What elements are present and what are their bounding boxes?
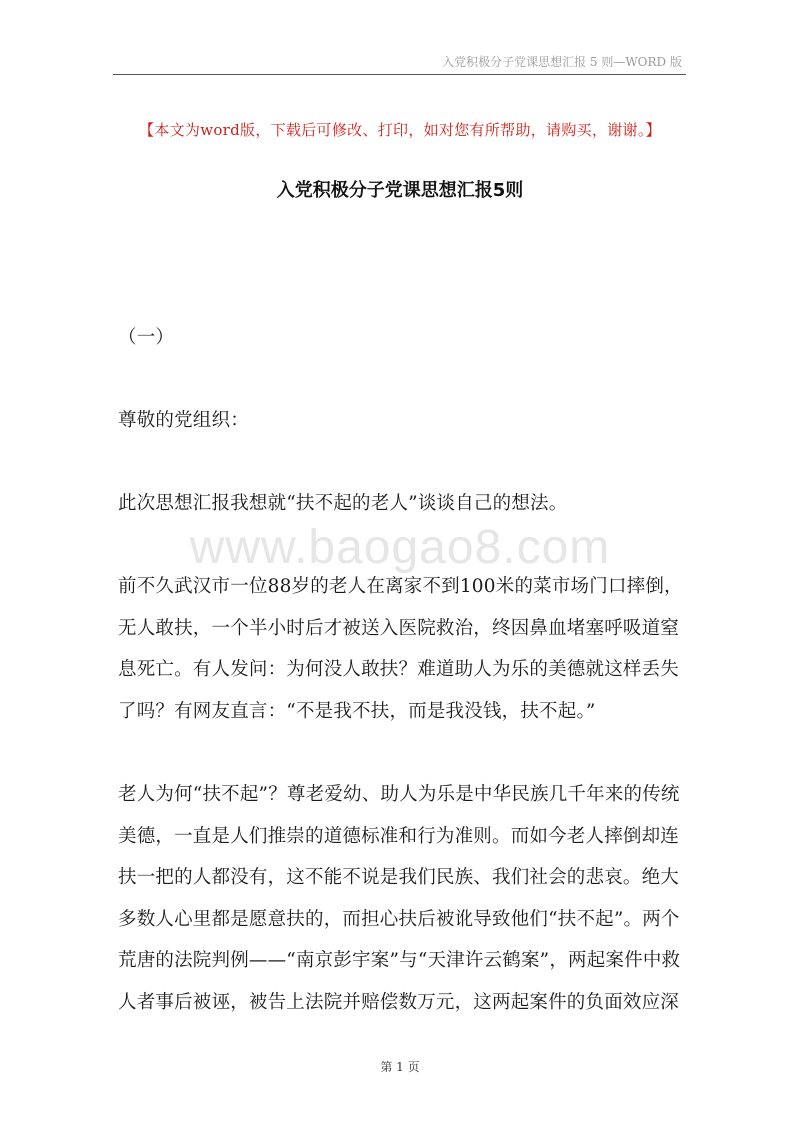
purchase-notice: 【本文为word版，下载后可修改、打印，如对您有所帮助，请购买，谢谢。】 (139, 121, 661, 139)
salutation-text: 尊敬的党组织： (118, 410, 249, 431)
section-label-text: （一） (118, 327, 175, 348)
paragraph-line: 美德，一直是人们推崇的道德标准和行为准则。而如今老人摔倒却连 (118, 825, 680, 847)
paragraph-line: 荒唐的法院判例——“南京彭宇案”与“天津许云鹤案”，两起案件中救 (118, 950, 681, 971)
page-number: 第 1 页 (380, 1060, 420, 1074)
running-header: 入党积极分子党课思想汇报 5 则—WORD 版 (442, 55, 682, 69)
paragraph-line: 前不久武汉市一位88岁的老人在离家不到100米的菜市场门口摔倒， (118, 576, 683, 597)
watermark-text: www.baogao8.com (189, 521, 611, 574)
paragraph-line: 多数人心里都是愿意扶的，而担心扶后被讹导致他们“扶不起”。两个 (118, 908, 680, 930)
intro-text: 此次思想汇报我想就“扶不起的老人”谈谈自己的想法。 (118, 493, 568, 514)
document-title: 入党积极分子党课思想汇报5则 (276, 180, 524, 201)
paragraph-line: 无人敢扶，一个半小时后才被送入医院救治，终因鼻血堵塞呼吸道窒 (118, 617, 680, 639)
salutation (118, 400, 688, 442)
header-divider (113, 74, 686, 75)
paragraph-line: 扶一把的人都没有，这不能不说是我们民族、我们社会的悲哀。绝大 (118, 867, 680, 888)
section-label (118, 317, 688, 359)
paragraph-1 (118, 566, 688, 732)
intro-paragraph (118, 483, 688, 525)
paragraph-line: 老人为何“扶不起”？尊老爱幼、助人为乐是中华民族几千年来的传统 (118, 784, 680, 805)
paragraph-line: 人者事后被诬，被告上法院并赔偿数万元，这两起案件的负面效应深 (118, 991, 680, 1013)
paragraph-line: 息死亡。有人发问：为何没人敢扶？难道助人为乐的美德就这样丢失 (118, 659, 680, 680)
paragraph-2 (118, 774, 688, 1023)
paragraph-line: 了吗？有网友直言：“不是我不扶，而是我没钱，扶不起。” (118, 700, 596, 722)
